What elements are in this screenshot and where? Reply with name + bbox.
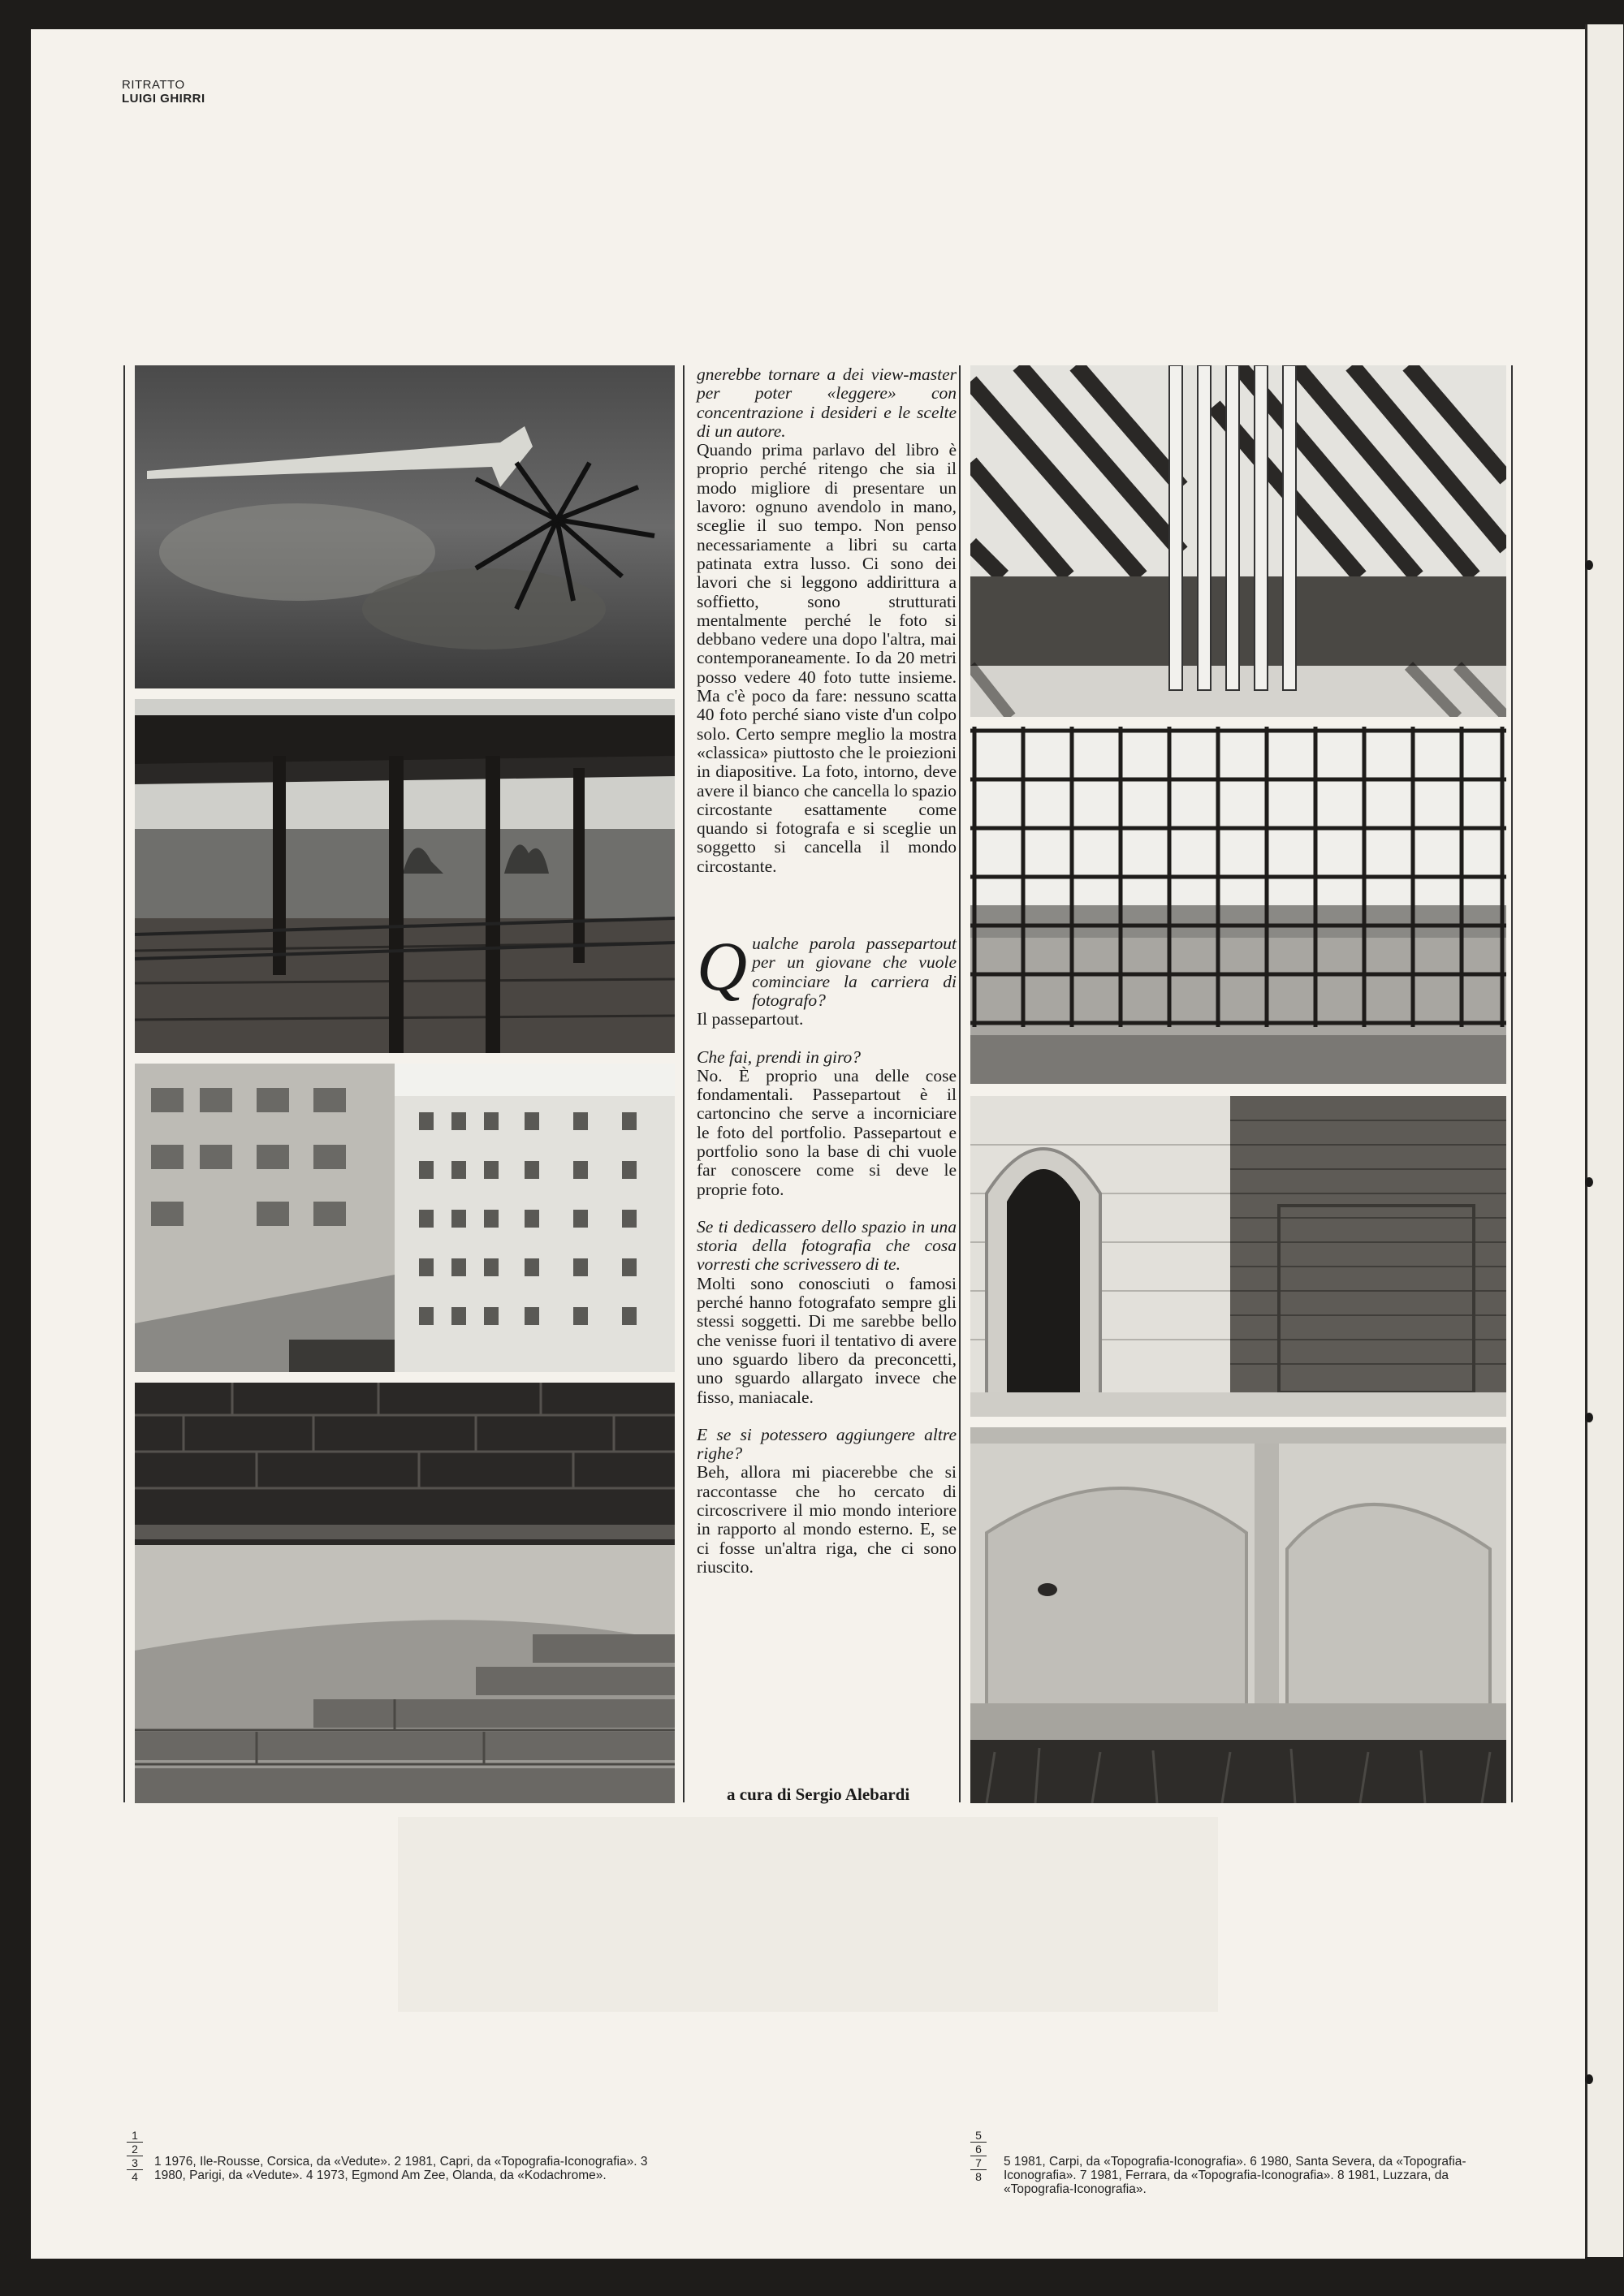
- answer-1: Il passepartout.: [697, 1009, 804, 1029]
- answer-3: Molti sono conosciuti o famosi perché hanno fotografato sempre gli stessi soggetti. Di me sarebbe bello che venisse fuori il tentativo di avere uno sguardo libero da preconcetti, uno sguardo allargato invece che fisso, maniacale.: [697, 1273, 957, 1407]
- caption-numbers-right: [970, 2129, 987, 2183]
- photo-3-parigi: [135, 1064, 675, 1372]
- section-label: RITRATTO: [122, 78, 185, 92]
- photo-2-capri: [135, 699, 675, 1053]
- answer-4: Beh, allora mi piacerebbe che si raccontasse che ho cercato di circoscrivere il mio mondo interiore in rapporto al mondo esterno. E, se ci fosse un'altra riga, che ci sono riuscito.: [697, 1462, 957, 1577]
- show-through-area: [398, 1817, 1218, 2012]
- photo-8-luzzara: [970, 1427, 1506, 1803]
- drop-cap: Q: [697, 927, 748, 1006]
- caption-number: 7: [970, 2156, 987, 2170]
- caption-right: 5 1981, Carpi, da «Topografia-Iconografia». 6 1980, Santa Severa, da «Topografia-Iconografia». 7 1981, Ferrara, da «Topografia-Iconografia». 8 1981, Luzzara, da «Topografia-Iconografia».: [1004, 2155, 1466, 2196]
- column-rule: [959, 365, 961, 1802]
- question-2: Che fai, prendi in giro?: [697, 1047, 862, 1067]
- answer-2: No. È proprio una delle cose fondamentali. Passepartout è il cartoncino che serve a incorniciare le foto del portfolio. Passepartout e portfolio sono la base di chi vuole far conoscere come si deve le proprie foto.: [697, 1065, 957, 1199]
- question-4: E se si potessero aggiungere altre righe?: [697, 1424, 957, 1464]
- photo-1-ile-rousse: [135, 365, 675, 688]
- binding-hole: [1585, 1413, 1593, 1422]
- caption-number: 4: [132, 2170, 138, 2183]
- question-3: Se ti dedicassero dello spazio in una storia della fotografia che cosa vorresti che scrivessero di te.: [697, 1216, 957, 1275]
- photo-7-ferrara: [970, 1096, 1506, 1417]
- caption-number: 2: [127, 2143, 143, 2156]
- photo-5-carpi: [970, 365, 1506, 717]
- caption-number: 6: [970, 2143, 987, 2156]
- photo-4-egmond: [135, 1383, 675, 1803]
- next-page-edge: [1585, 24, 1623, 2257]
- question-1: [697, 927, 957, 1010]
- body-paragraph: Quando prima parlavo del libro è proprio perché ritengo che sia il modo migliore di presentare un lavoro: ognuno avendolo in mano, sceglie il suo tempo. Non penso necessariamente a libri su carta patinata extra lusso. Ci sono dei lavori che si leggono addirittura a soffietto, sono strutturati mentalmente perché le foto si debbano vedere una dopo l'altra, mai contemporaneamente. Io da 20 metri posso vedere 40 foto tutte insieme. Ma c'è poco da fare: nessuno scatta 40 foto perché siano viste d'un colpo solo. Certo sempre meglio la mostra «classica» piuttosto che le proiezioni in diapositive. La foto, intorno, deve avere il bianco che cancella lo spazio circostante esattamente come quando si fotografa e si sceglie un soggetto si cancella il mondo circostante.: [697, 440, 957, 876]
- column-rule: [123, 365, 125, 1802]
- photo-6-santa-severa: [970, 727, 1506, 1084]
- caption-numbers-left: [127, 2129, 143, 2183]
- photographer-name: LUIGI GHIRRI: [122, 92, 205, 106]
- column-rule: [1511, 365, 1513, 1802]
- caption-number: 1: [127, 2129, 143, 2143]
- page-header: [122, 78, 205, 106]
- caption-number: 5: [970, 2129, 987, 2143]
- binding-hole: [1585, 560, 1593, 570]
- question-1-text: ualche parola passepartout per un giovane che vuole cominciare la carriera di fotografo?: [752, 934, 957, 1010]
- binding-hole: [1585, 1177, 1593, 1187]
- intro-text: gnerebbe tornare a dei view-master per poter «leggere» con concentrazione i desideri e le scelte di un autore.: [697, 365, 957, 441]
- interview-column: [697, 365, 957, 1577]
- caption-left: 1 1976, Ile-Rousse, Corsica, da «Vedute». 2 1981, Capri, da «Topografia-Iconografia». 3 1980, Parigi, da «Vedute». 4 1973, Egmond Am Zee, Olanda, da «Kodachrome».: [154, 2155, 648, 2182]
- column-rule: [683, 365, 685, 1802]
- binding-hole: [1585, 2074, 1593, 2084]
- caption-number: 8: [975, 2170, 982, 2183]
- caption-number: 3: [127, 2156, 143, 2170]
- author-credit: a cura di Sergio Alebardi: [727, 1785, 910, 1804]
